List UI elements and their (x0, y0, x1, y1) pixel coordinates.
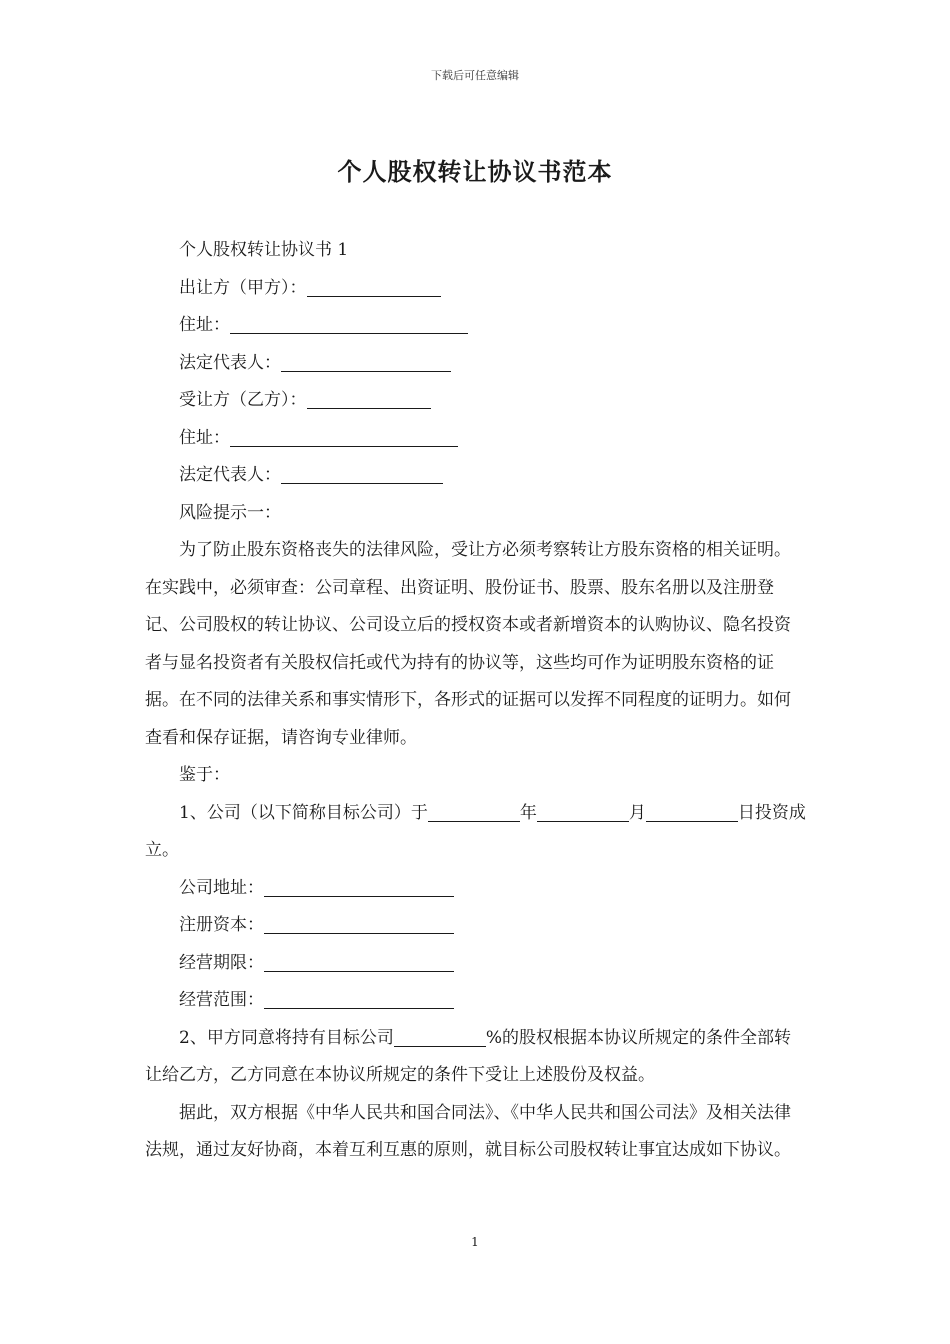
term-label: 经营期限： (179, 952, 264, 973)
term-blank (264, 951, 454, 972)
company-address-field (145, 870, 807, 908)
closing-paragraph: 据此，双方根据《中华人民共和国合同法》、《中华人民共和国公司法》及相关法律法规，通过友好协商，本着互利互惠的原则，就目标公司股权转让事宜达成如下协议。 (145, 1102, 791, 1160)
document-title: 个人股权转让协议书范本 (337, 157, 613, 186)
transferee-address-field (145, 420, 807, 458)
subtitle: 个人股权转让协议书 1 (179, 240, 349, 260)
transferee-rep-blank (281, 463, 443, 484)
transferee-address-blank (230, 426, 458, 447)
company-address-blank (264, 876, 454, 897)
percentage-blank (394, 1026, 486, 1047)
transferor-rep-field (145, 345, 807, 383)
transferee-blank (307, 388, 431, 409)
whereas-heading: 鉴于： (179, 765, 230, 785)
year-blank (428, 801, 520, 822)
transferor-address-field (145, 307, 807, 345)
registered-capital-label: 注册资本： (179, 915, 264, 935)
scope-label: 经营范围： (179, 990, 264, 1010)
transferee-address-label: 住址： (179, 427, 230, 448)
whereas-item-2: 2、甲方同意将持有目标公司 %的股权根据本协议所规定的条件全部转让给乙方，乙方同意在本协议所规定的条件下受让上述股份及权益。 (145, 1027, 791, 1085)
registered-capital-field (145, 907, 807, 945)
company-address-label: 公司地址： (179, 877, 264, 898)
day-blank (646, 801, 738, 822)
header-note: 下载后可任意编辑 (431, 69, 519, 82)
month-blank (537, 801, 629, 822)
document-body (145, 232, 807, 1170)
transferee-field (145, 382, 807, 420)
transferee-rep-label: 法定代表人： (179, 465, 281, 485)
transferor-label: 出让方（甲方）： (179, 277, 307, 298)
term-field (145, 945, 807, 983)
registered-capital-blank (264, 913, 454, 934)
risk-paragraph: 为了防止股东资格丧失的法律风险，受让方必须考察转让方股东资格的相关证明。在实践中，必须审查：公司章程、出资证明、股份证书、股票、股东名册以及注册登记、公司股权的转让协议、公司设立后的授权资本或者新增资本的认购协议、隐名投资者与显名投资者有关股权信托或代为持有的协议等，这些均可作为证明股东资格的证据。在不同的法律关系和事实情形下，各形式的证据可以发挥不同程度的证明力。如何查看和保存证据，请咨询专业律师。 (145, 540, 791, 748)
transferor-rep-label: 法定代表人： (179, 352, 281, 373)
scope-field (145, 982, 807, 1020)
transferor-address-blank (230, 313, 468, 334)
whereas-item-1: 1、公司（以下简称目标公司）于 年 月 日投资成立。 (145, 802, 806, 860)
page-number: 1 (471, 1235, 479, 1249)
risk-heading: 风险提示一： (179, 502, 281, 523)
transferee-rep-field (145, 457, 807, 495)
transferor-blank (307, 276, 441, 297)
scope-blank (264, 988, 454, 1009)
transferor-rep-blank (281, 351, 451, 372)
transferee-label: 受让方（乙方）： (179, 390, 307, 410)
transferor-field (145, 270, 807, 308)
transferor-address-label: 住址： (179, 315, 230, 335)
